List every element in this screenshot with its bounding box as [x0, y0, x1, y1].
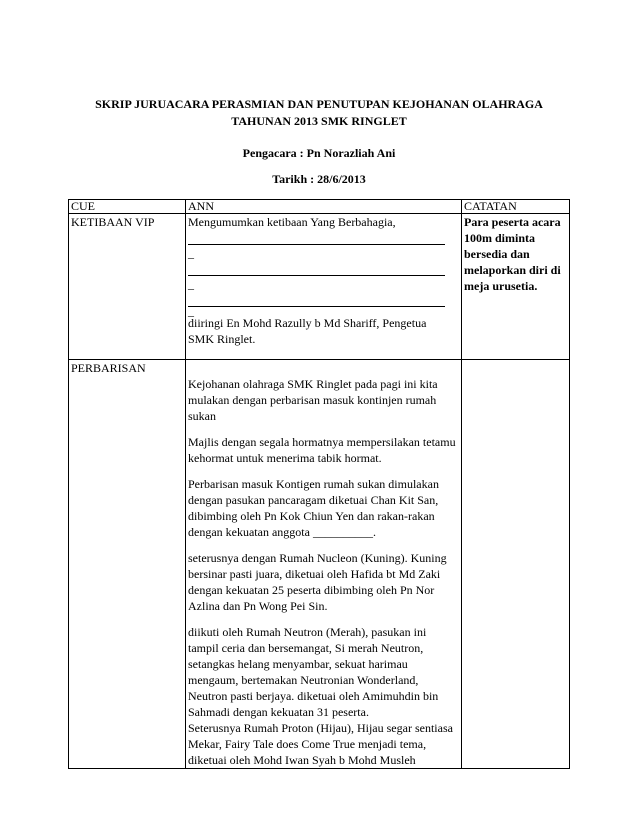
ann-paragraph: Majlis dengan segala hormatnya mempersilakan tetamu kehormat untuk menerima tabik hormat. — [188, 435, 456, 465]
date-line: Tarikh : 28/6/2013 — [272, 172, 366, 186]
ann-paragraph: diikuti oleh Rumah Neutron (Merah), pasukan ini tampil ceria dan bersemangat, Si merah Neutron, setangkas helang menyambar, sekuat harimau mengaum, bertemakan Neutronian Wonderland, Neutron pasti berjaya. diketuai oleh Amimuhdin bin Sahmadi dengan kekuatan 31 peserta. — [188, 625, 439, 719]
blank-dash: _ — [188, 277, 194, 291]
ann-outro-2: SMK Ringlet. — [188, 332, 256, 346]
document-title — [0, 96, 638, 130]
blank-line — [188, 233, 445, 245]
title-line-2: TAHUNAN 2013 SMK RINGLET — [231, 114, 407, 128]
notes-cell: Para peserta acara 100m diminta bersedia dan melaporkan diri di meja urusetia. — [462, 214, 570, 360]
ann-cell — [186, 360, 462, 769]
table-row — [69, 360, 570, 769]
blank-dash: _ — [188, 304, 194, 318]
ann-paragraph: Perbarisan masuk Kontigen rumah sukan dimulakan dengan pasukan pancaragam diketuai Chan Kit San, dibimbing oleh Pn Kok Chiun Yen dan rakan-rakan dengan kekuatan anggota __________. — [188, 477, 439, 539]
cue-cell: KETIBAAN VIP — [69, 214, 186, 360]
header-cue: CUE — [69, 200, 186, 214]
ann-paragraph: seterusnya dengan Rumah Nucleon (Kuning). Kuning bersinar pasti juara, diketuai oleh Hafida bt Md Zaki dengan kekuatan 25 peserta dibimbing oleh Pn Nor Azlina dan Pn Wong Pei Sin. — [188, 551, 447, 613]
header-notes: CATATAN — [462, 200, 570, 214]
ann-paragraph: Seterusnya Rumah Proton (Hijau), Hijau segar sentiasa Mekar, Fairy Tale does Come True menjadi tema, diketuai oleh Mohd Iwan Syah b Mohd Musleh — [188, 721, 453, 767]
blank-dash: _ — [188, 246, 194, 260]
ann-intro: Mengumumkan ketibaan Yang Berbahagia, — [188, 215, 396, 229]
ann-outro-1: diiringi En Mohd Razully b Md Shariff, Pengetua — [188, 316, 427, 330]
ann-paragraph: Kejohanan olahraga SMK Ringlet pada pagi ini kita mulakan dengan perbarisan masuk kontinjen rumah sukan — [188, 377, 438, 423]
header-ann: ANN — [186, 200, 462, 214]
blank-line — [188, 264, 445, 276]
table-row — [69, 214, 570, 360]
emcee-line: Pengacara : Pn Norazliah Ani — [242, 146, 396, 160]
cue-cell: PERBARISAN — [69, 360, 186, 769]
table-header-row — [69, 200, 570, 214]
script-table — [68, 199, 570, 769]
blank-line — [188, 295, 445, 307]
notes-cell — [462, 360, 570, 769]
title-line-1: SKRIP JURUACARA PERASMIAN DAN PENUTUPAN KEJOHANAN OLAHRAGA — [95, 97, 543, 111]
ann-cell — [186, 214, 462, 360]
